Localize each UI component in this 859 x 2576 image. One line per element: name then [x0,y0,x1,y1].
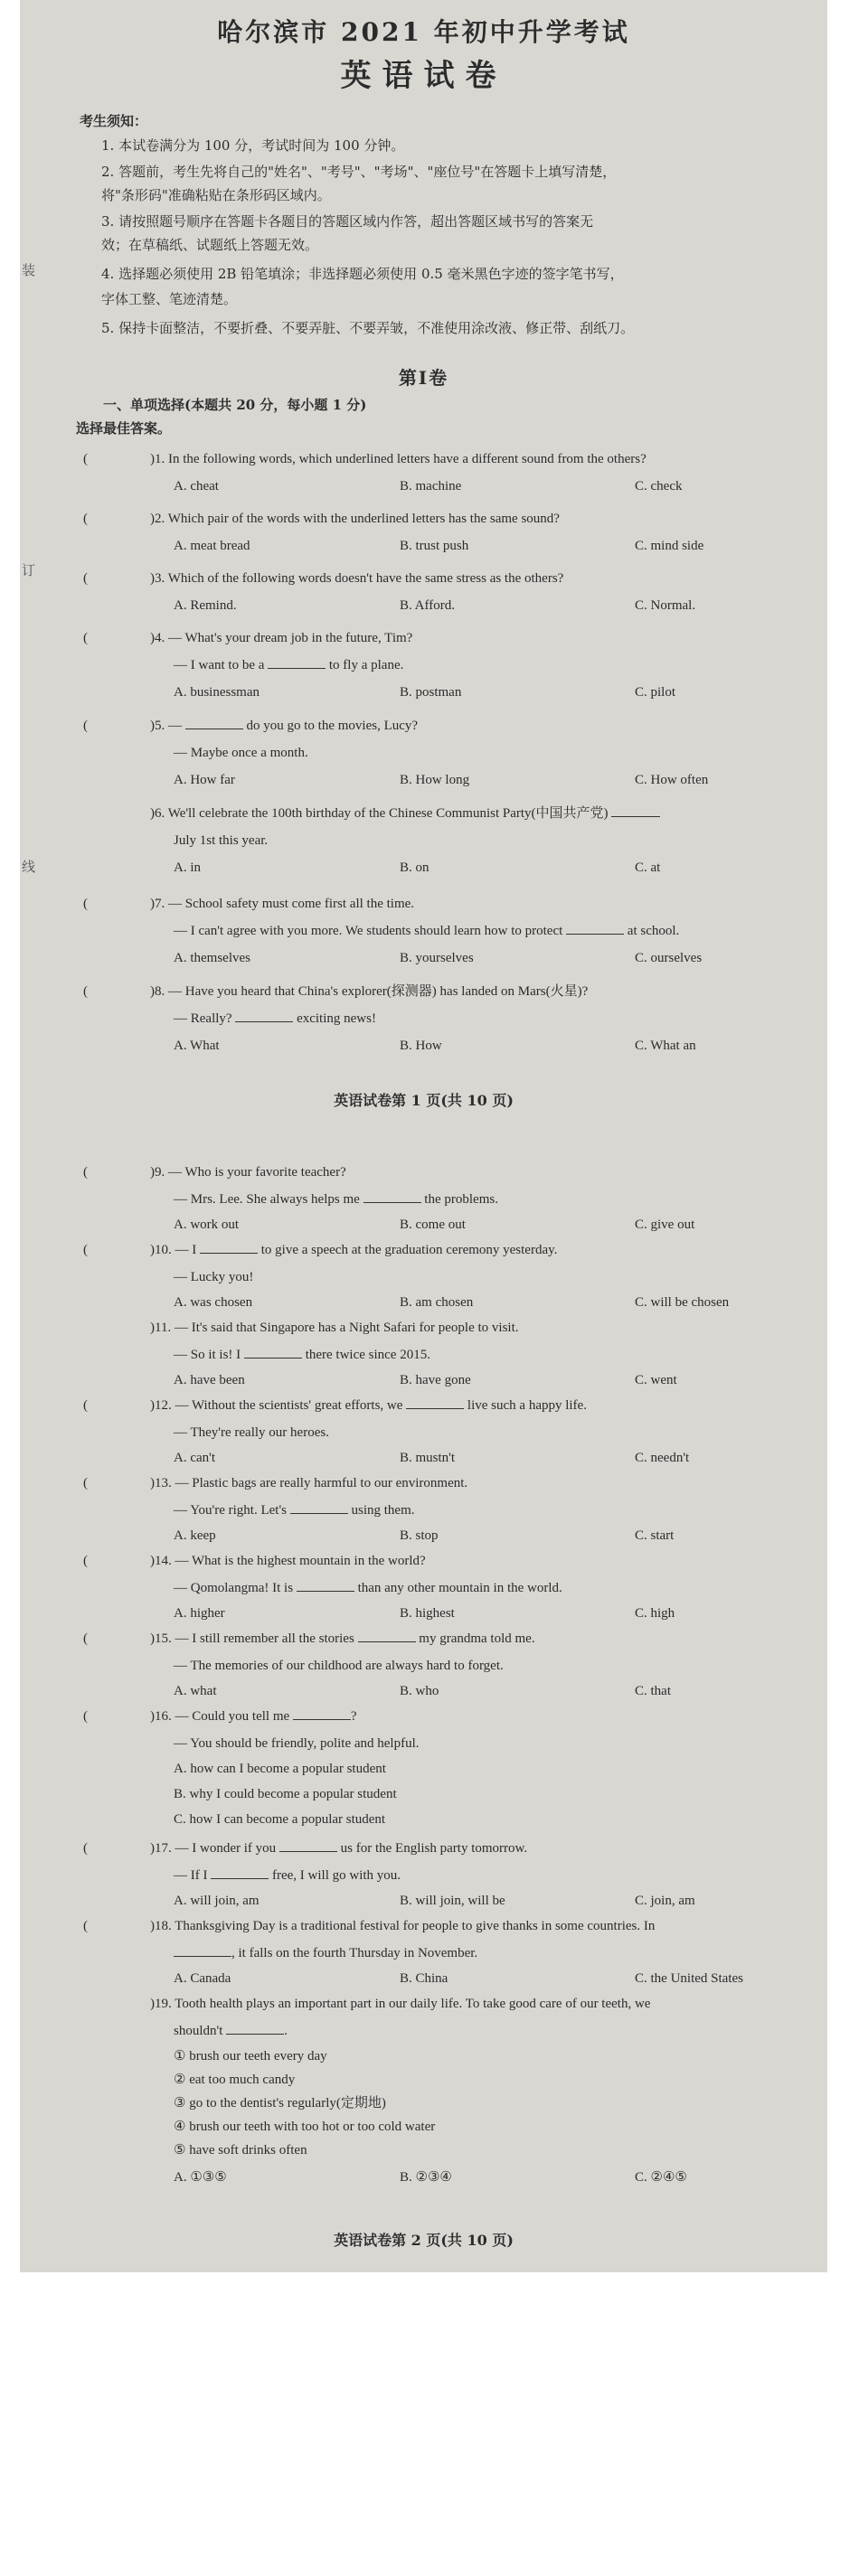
option-a: A. Canada [174,1971,231,1986]
option-b: B. ②③④ [400,2170,452,2185]
option-a: A. will join, am [174,1894,260,1908]
page-footer: 英语试卷第 2 页(共 10 页) [334,2232,514,2249]
option-b: B. have gone [400,1373,471,1387]
margin-mark-zhuang: 装 [22,262,36,278]
option-b: B. why I could become a popular student [174,1787,397,1801]
section-title: 第Ⅰ卷 [398,367,449,389]
option-a: A. What [174,1039,220,1053]
option-b: B. mustn't [400,1451,456,1465]
option-a: A. Remind. [174,598,237,613]
option-a: A. keep [174,1528,216,1543]
option-b: B. yourselves [400,951,474,965]
option-c: C. ourselves [635,951,703,965]
notice-5: 5. 保持卡面整洁，不要折叠、不要弄脏、不要弄皱，不准使用涂改液、修正带、刮纸刀。 [101,320,635,336]
option-b: B. stop [400,1528,439,1543]
statement-5: ⑤ have soft drinks often [174,2143,307,2158]
option-b: B. come out [400,1217,466,1232]
option-c: C. start [635,1528,675,1543]
option-a: A. work out [174,1217,240,1232]
exam-page-2: ( )9. — Who is your favorite teacher? — Mrs. Lee. She always helps me the problems. A. work out B. come out C. give out ( )10. — I to give a speech at the graduation ceremony yesterday. — Lucky you! A. was chosen B. am chosen C. will be chosen )11. — It's said that Singapore has a Night Safari for people to visit. — So it is! I there twice since 2015. A. have been B. have gone C. went ( )12. — Without the scientists' great efforts, we live such a happy life. — They're really our heroes. A. can't B. mustn't C. needn't ( )13. — Plastic bags are really harmful to our environment. — You're right. Let's using them. A. keep B. stop C. start ( )14. — What is the highest mountain in the world? — Qomolangma! It is than any other mountain in the world. A. higher B. highest C. high ( )15. — I still remember all the stories my grandma told me. — The memories of our childhood are always hard to forget. A. what B. who C. that ( )16. — Could you tell me ? — You should be friendly, polite and helpful. A. how can I become a popular student B. why I could become a popular student C. how I can become a popular student ( )17. — I wonder if you us for the English party tomorrow. — If I free, I will go with you. A. will join, am B. will join, will be C. join, am ( )18. Thanksgiving Day is a traditional festival for people to give thanks in some countries. In , it falls on the fourth Thursday in November. A. Canada B. China C. the United States )19. Tooth health plays an important part in our daily life. To take good care of our teeth, we shouldn't . ① brush our teeth every day ② eat too much candy ③ go to the dentist's regularly(定期地) ④ brush our teeth with too hot or too cold water ⑤ have soft drinks often A. ①③⑤ B. ②③④ C. ②④⑤ 英语试卷第 2 页(共 10 页) [20,1133,827,2272]
option-c: C. the United States [635,1971,743,1986]
option-c: C. ②④⑤ [635,2170,687,2185]
option-c: C. high [635,1606,675,1621]
notice-3: 3. 请按照题号顺序在答题卡各题目的答题区域内作答，超出答题区域书写的答案无 [101,213,594,230]
option-c: C. How often [635,773,709,787]
option-c: C. at [635,860,661,875]
option-a: A. businessman [174,685,260,700]
option-a: A. themselves [174,951,250,965]
margin-mark-xian: 线 [22,859,36,875]
option-c: C. needn't [635,1451,690,1465]
option-c: C. join, am [635,1894,695,1908]
notice-1: 1. 本试卷满分为 100 分，考试时间为 100 分钟。 [101,137,405,154]
page-footer: 英语试卷第 1 页(共 10 页) [334,1092,514,1109]
option-c: C. give out [635,1217,695,1232]
option-a: A. in [174,860,201,875]
instruction: 选择最佳答案。 [76,420,172,437]
notice-2-cont: 将"条形码"准确粘贴在条形码区域内。 [101,187,331,203]
option-c: C. went [635,1373,677,1387]
option-a: A. higher [174,1606,225,1621]
exam-subtitle: 英语试卷 [340,58,507,94]
option-b: B. trust push [400,539,469,553]
option-c: C. check [635,479,683,494]
option-a: A. was chosen [174,1295,253,1310]
option-b: B. am chosen [400,1295,474,1310]
part-heading: 一、单项选择(本题共 20 分，每小题 1 分) [103,397,367,413]
option-b: B. Afford. [400,598,455,613]
statement-3: ③ go to the dentist's regularly(定期地) [174,2096,386,2111]
option-a: A. have been [174,1373,245,1387]
option-b: B. How [400,1039,442,1053]
option-b: B. China [400,1971,448,1986]
option-b: B. How long [400,773,470,787]
option-a: A. cheat [174,479,219,494]
option-b: B. will join, will be [400,1894,505,1908]
option-a: A. can't [174,1451,216,1465]
option-a: A. ①③⑤ [174,2170,227,2185]
option-c: C. Normal. [635,598,696,613]
exam-title: 哈尔滨市 2021 年初中升学考试 [217,17,630,47]
option-c: C. will be chosen [635,1295,730,1310]
option-c: C. pilot [635,685,676,700]
option-b: B. highest [400,1606,455,1621]
option-c: C. that [635,1684,671,1698]
notice-heading: 考生须知： [80,113,148,129]
notice-4-cont: 字体工整、笔迹清楚。 [101,291,238,307]
notice-4: 4. 选择题必须使用 2B 铅笔填涂；非选择题必须使用 0.5 毫米黑色字迹的签字笔书写， [101,266,624,282]
margin-mark-ding: 订 [22,562,36,578]
option-b: B. machine [400,479,462,494]
option-b: B. who [400,1684,439,1698]
option-c: C. What an [635,1039,696,1053]
option-a: A. how can I become a popular student [174,1762,386,1776]
notice-2: 2. 答题前，考生先将自己的"姓名"、"考号"、"考场"、"座位号"在答题卡上填写清楚， [101,164,617,180]
option-b: B. on [400,860,430,875]
exam-page-1: 哈尔滨市 2021 年初中升学考试 英语试卷 考生须知： 1. 本试卷满分为 100 分，考试时间为 100 分钟。 2. 答题前，考生先将自己的"姓名"、"考号"、"考场"、"座位号"在答题卡上填写清楚， 将"条形码"准确粘贴在条形码区域内。 3. 请按照题号顺序在答题卡各题目的答题区域内作答，超出答题区域书写的答案无 效；在草稿纸、试题纸上答题无效。 4. 选择题必须使用 2B 铅笔填涂；非选择题必须使用 0.5 毫米黑色字迹的签字笔书写， 字体工整、笔迹清楚。 5. 保持卡面整洁，不要折叠、不要弄脏、不要弄皱，不准使用涂改液、修正带、刮纸刀。 装 订 线 第Ⅰ卷 一、单项选择(本题共 20 分，每小题 1 分) 选择最佳答案。 ( )1. In the following words, which underlined letters have a different sound from the others? A. cheat B. machine C. check ( )2. Which pair of the words with the underlined letters has the same sound? A. meat bread B. trust push C. mind side ( )3. Which of the following words doesn't have the same stress as the others? A. Remind. B. Afford. C. Normal. ( )4. — What's your dream job in the future, Tim? — I want to be a to fly a plane. A. businessman B. postman C. pilot ( )5. — do you go to the movies, Lucy? — Maybe once a month. A. How far B. How long C. How often )6. We'll celebrate the 100th birthday of the Chinese Communist Party(中国共产党) July 1st this year. A. in B. on C. at ( )7. — School safety must come first all the time. — I can't agree with you more. We students should learn how to protect at school. A. themselves B. yourselves C. ourselves ( )8. — Have you heard that China's explorer(探测器) has landed on Mars(火星)? — Really? exciting news! A. What B. How C. What an 英语试卷第 1 页(共 10 页) [20,0,827,1133]
statement-2: ② eat too much candy [174,2073,296,2087]
option-a: A. what [174,1684,217,1698]
notice-3-cont: 效；在草稿纸、试题纸上答题无效。 [101,237,319,253]
statement-1: ① brush our teeth every day [174,2049,327,2064]
option-c: C. mind side [635,539,704,553]
option-a: A. How far [174,773,235,787]
statement-4: ④ brush our teeth with too hot or too cold water [174,2120,436,2134]
option-b: B. postman [400,685,462,700]
option-c: C. how I can become a popular student [174,1812,386,1827]
question-stem: In the following words, which underlined letters have a different sound from the others? [168,452,647,466]
option-a: A. meat bread [174,539,250,553]
